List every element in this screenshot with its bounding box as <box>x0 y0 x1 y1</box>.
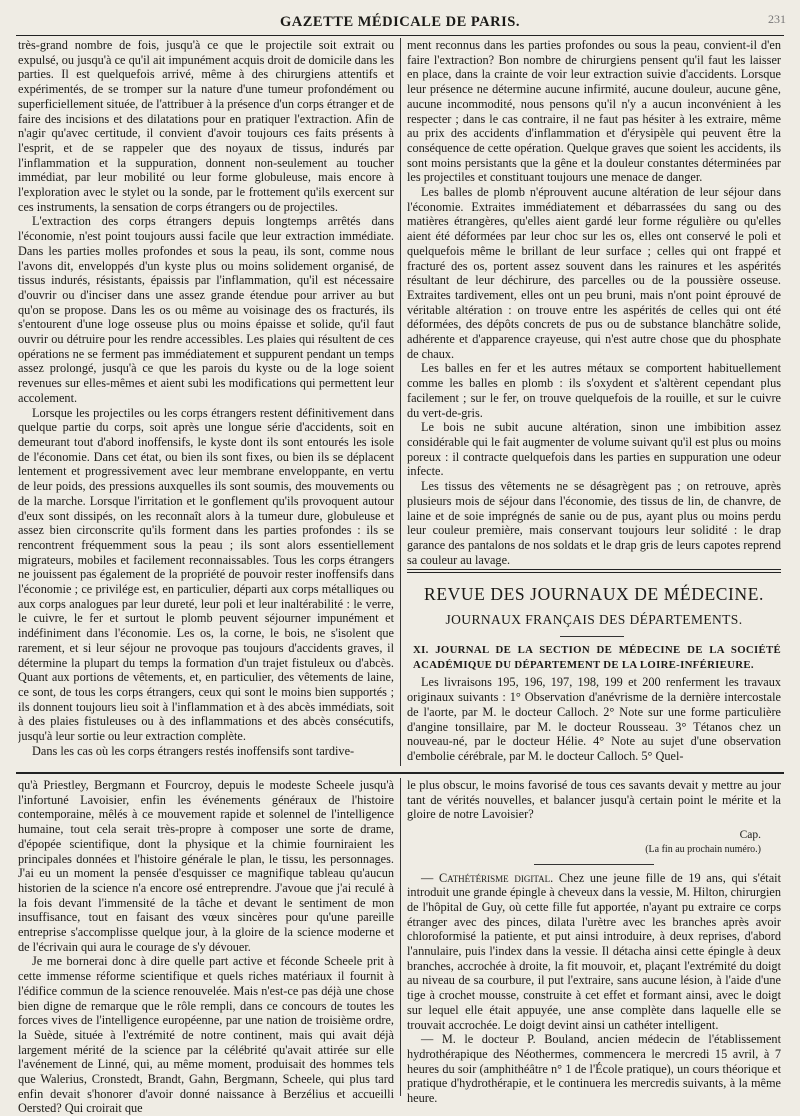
left-paragraph: Lorsque les projectiles ou les corps étrangers restent définitivement dans quelque partie du corps, soit après une longue série d'accidents, soit en demeurant tout d'abord inoffensifs, le kyste dont ils sont entourés les isole de l'économie. Dans cet état, ou bien ils sont fixes, ou bien ils se déplacent lentement et progressivement avec leur membrane enveloppante, en vertu de leur poids, des pressions auxquelles ils sont soumis, des mouvements ou de la marche. Lorsque l'irritation et le gonflement qu'ils provoquent autour d'eux sont dissipés, on les reconnaît alors à la tumeur dure, globuleuse et assez bien circonscrite qu'ils forment dans les parties profondes : ils se rencontrent fréquemment sous la peau ; ils sont alors essentiellement migrateurs, mobiles et facilement reconnaissables. Tous les corps étrangers ne jouissent pas également de la propriété de pouvoir rester inoffensifs dans l'économie ; ce privilége est, en particulier, départi aux corps métalliques ou aux corps analogues par leur dureté, leur poli et leur inaltérabilité : le verre, le cuivre, le fer et surtout le plomb peuvent séjourner impunément et indéfiniment dans l'économie. Les os, la corne, le bois, ne s'isolent que rarement, et si leur séjour ne provoque pas toujours d'accidents graves, il détermine la plupart du temps la formation d'un trajet fistuleux ou d'abcès. Quant aux portions de vêtements, et, en particulier, des vêtements de laine, ce sont, de tous les corps étrangers, ceux qui sont le moins bien supportés ; ils donnent toujours lieu soit à l'inflammation et à des abcès immédiats, soit à des plaies fistuleuses ou à des inflammations et des abcès consécutifs, jusqu'à leur sortie ou leur extraction complète. <box>18 405 394 744</box>
left-column <box>18 38 394 766</box>
section-rule-top <box>407 569 781 570</box>
journal-subhead: XI. JOURNAL DE LA SECTION DE MÉDECINE DE LA SOCIÉTÉ ACADÉMIQUE DU DÉPARTEMENT DE LA LOIRE-INFÉRIEURE. <box>413 644 781 671</box>
journal-intro: Les livraisons 195, 196, 197, 198, 199 et 200 renferment les travaux originaux suivants : 1° Observation d'anévrisme de la dernière intercostale de l'aorte, par M. le docteur Calloch. 2° Note sur une forme particulière d'angine tonsillaire, par M. le docteur Rousseau. 3° Tétanos chez un nouveau-né, par le docteur Hélie. 4° Note au sujet d'une observation d'embolie cérébrale, par M. le docteur Calloch. 5° Quel- <box>407 675 781 763</box>
left-paragraph: très-grand nombre de fois, jusqu'à ce que le projectile soit extrait ou expulsé, ou jusqu'à ce qu'il ait impunément acquis droit de domicile dans les parties. Il est quelquefois arrivé, même à des chirurgiens attentifs et expérimentés, de se tromper sur la nature d'une tumeur profondément ou superficiellement située, de l'attribuer à la présence d'un corps étranger et de faire des incisions et des dilatations pour en pratiquer l'extraction. Afin de n'agir qu'avec certitude, il convient d'avoir toujours ces faits présents à l'esprit, et de se rappeler que des noyaux de tissus, indurés par l'inflammation et la suppuration, donnent non-seulement au toucher immédiat, par leur mobilité ou leur forme globuleuse, mais encore à l'exploration avec le stylet ou la sonde, par le frottement qu'ils exercent sur ces instruments, la sensation de corps étrangers ou de projectiles. <box>18 38 394 214</box>
section-subtitle: JOURNAUX FRANÇAIS DES DÉPARTEMENTS. <box>445 612 743 627</box>
section-title: REVUE DES JOURNAUX DE MÉDECINE. <box>424 584 764 604</box>
right-paragraph: ment reconnus dans les parties profondes ou sous la peau, convient-il d'en faire l'extraction? Bon nombre de chirurgiens pensent qu'il faut les laisser en place, dans la crainte de voir leur extraction suivie d'accidents. Lorsque leur présence ne détermine aucune infirmité, aucune douleur, aucune gêne, aucune incommodité, nous pensons qu'il n'y a aucun inconvénient à les respecter ; dans le cas contraire, il ne faut pas hésiter à les extraire, même au prix des accidents d'inflammation et d'érysipèle qui peuvent être la conséquence de cette opération. Quelque graves que soient les accidents, ils sont moins persistants que la gêne et la douleur constantes déterminées par les projectiles et constituant toujours une menace de danger. <box>407 38 781 185</box>
catheterism-title: Cathétérisme digital. <box>438 870 554 885</box>
catheterism-body: Chez une jeune fille de 19 ans, qui s'était introduit une grande épingle à cheveux dans la vessie, M. Hilton, chirurgien de l'hôpital de Guy, où cette fille fut apportée, n'ayant pu extraire ce corps étranger avec des pinces, dilata l'urètre avec les branches après avoir chloroformisé la patiente, et put ainsi introduire, à deux reprises, d'abord l'annulaire, puis l'index dans la vessie. Il détacha ainsi cette épingle à deux branches, accrochée à droite, la fit mouvoir, et, plaçant l'extrémité du doigt au niveau de sa courbure, il put l'extraire, sans aucune lésion, à l'aide d'une tige à crochet mousse, construite à cet effet et formant ainsi, avec le doigt sur lequel elle était appuyée, une anse complète dans laquelle elle se trouvait accrochée. Le doigt devint ainsi un cathéter intelligent. <box>407 870 782 1032</box>
right-column <box>407 38 781 567</box>
left-paragraph: L'extraction des corps étrangers depuis longtemps arrêtés dans l'économie, n'est point toujours aussi facile que leur extraction immédiate. Dans les parties molles profondes et sous la peau, ils sont, comme nous l'avons dit, enveloppés d'un kyste plus ou moins solidement organisé, de tissus indurés, résistants, épaissis par l'inflammation, qu'il est nécessaire d'ouvrir ou d'inciser dans une assez grande étendue pour arriver au but qu'on se propose. Dans les os ou même au voisinage des os fracturés, ils s'entourent d'une loge osseuse plus ou moins épaisse et solide, qu'il faut ouvrir ou détruire pour les rendre accessibles. Les plaies qui résultent de ces opérations ne se ferment pas immédiatement et suppurent pendant un temps assez prolongé, jusqu'à ce que les parois du kyste ou de la loge soient revenues sur elles-mêmes et aient subi les modifications qui permettent leur accolement. <box>18 214 394 405</box>
right-paragraph: Les tissus des vêtements ne se désagrègent pas ; on retrouve, après plusieurs mois de séjour dans l'économie, des tissus de lin, de chanvre, de laine et de soie imprégnés de sanie ou de pus, ayant plus ou moins perdu leur couleur première, mais conservant toujours leur solidité : le drap garance des pantalons de nos soldats et le drap gris de leurs capotes reprend sa couleur au lavage. <box>407 479 781 567</box>
page-mid-rule <box>16 772 784 774</box>
column-divider-lower <box>400 778 401 1096</box>
journal-review <box>407 643 781 764</box>
bottom-right-column <box>407 778 781 1106</box>
page-header-title: GAZETTE MÉDICALE DE PARIS. <box>280 14 520 30</box>
bottom-right-paragraph: le plus obscur, le moins favorisé de tous ces savants devait y mettre au jour tant de vérités nouvelles, et balancer jusqu'à certain point le mérite et la gloire de notre Lavoisier? <box>407 778 781 822</box>
bottom-left-paragraph: qu'à Priestley, Bergmann et Fourcroy, depuis le modeste Scheele jusqu'à l'infortuné Lavoisier, enfin les événements généraux de l'histoire contemporaine, mêlés à ce mouvement rapide et solennel de l'intelligence humaine, tout cela serait très-propre à composer une sorte de drame, d'épopée scientifique, dont la physique et la chimie fourniraient les principales données et l'histoire générale le plan, le tissu, les personnages. J'ai eu un moment la pensée d'esquisser ce magnifique tableau qu'aucun historien de la science n'a encore osé entreprendre. J'avoue que j'ai reculé à la fois devant l'immensité de la tâche et devant le sentiment de mon insuffisance, tout en faisant des vœux sincères pour qu'une pareille entreprise s'accomplisse quelque jour, à la gloire de la science moderne et de l'écrivain qui aura le courage de s'y dévouer. <box>18 778 394 954</box>
bouland-notice: — M. le docteur P. Bouland, ancien médecin de l'établissement hydrothérapique des Néothermes, commencera le mercredi 15 avril, à 7 heures du soir (amphithéâtre n° 1 de l'École pratique), un cours théorique et pratique d'hydrothérapie, et le continuera les mercredis suivants, à la même heure. <box>407 1032 781 1106</box>
author-signature: Cap. <box>739 829 761 842</box>
page-number: 231 <box>768 12 786 26</box>
short-rule <box>534 864 654 865</box>
right-paragraph: Les balles de plomb n'éprouvent aucune altération de leur séjour dans l'économie. Extraites immédiatement et débarrassées du sang ou des matières étrangères, qu'elles aient gardé leur forme régulière ou qu'elles aient été déformées par leur choc sur les os, elles ont conservé le poli et quelquefois même le brillant de leur surface ; celles qui ont frappé et fracturé des os, portent assez souvent dans les rainures et les aspérités résultant de leur déchirure, des parcelles ou de la poussière osseuse. Extraites tardivement, elles ont un peu bruni, mais n'ont point éprouvé de véritable altération : on trouve entre les aspérités de celles qui ont été déformées, des dépôts concrets de pus ou de substance blanchâtre solide, adhérente et d'apparence crayeuse, qui n'est autre chose que du phosphate de chaux. <box>407 185 781 361</box>
subtitle-rule <box>560 636 624 637</box>
bottom-left-column <box>18 778 394 1116</box>
continuation-note: (La fin au prochain numéro.) <box>645 843 761 855</box>
header-rule <box>16 35 784 36</box>
left-paragraph: Dans les cas où les corps étrangers restés inoffensifs sont tardive- <box>32 743 355 758</box>
section-rule-top-double <box>407 572 781 573</box>
right-paragraph: Le bois ne subit aucune altération, sinon une imbibition assez considérable qui le fait augmenter de volume suivant qu'il est plus ou moins poreux : il contracte quelquefois dans les parties en suppuration une odeur infecte. <box>407 420 781 479</box>
right-paragraph: Les balles en fer et les autres métaux se comportent habituellement comme les balles en plomb : ils s'oxydent et s'altèrent cependant plus facilement ; sur le fer, on trouve quelquefois de la rouille, et sur le cuivre du vert-de-gris. <box>407 361 781 420</box>
bottom-left-paragraph: Je me bornerai donc à dire quelle part active et féconde Scheele prit à cette immense réforme scientifique et quels riches matériaux il fournit à l'édifice commun de la science renouvelée. Mais n'est-ce pas déjà une chose bien digne de remarque que le rôle rempli, dans ce concours de toutes les forces vives de l'intelligence européenne, par une nation de troisième ordre, la Suède, située à l'extrémité de notre continent, mais qui avait déjà largement mérité de la science par la célébrité qu'avait attirée sur elle l'avénement de Linné, qui, au même moment, produisait des hommes tels que Walerius, Cronstedt, Brandt, Gahn, Bergmann, Scheele, qui plus tard enfin devait s'honorer d'avoir donné naissance à Berzélius et accueilli Oersted? Qui croirait que <box>18 954 394 1116</box>
catheterism-paragraph: — Cathétérisme digital. Chez une jeune fille de 19 ans, qui s'était introduit une grande épingle à cheveux dans la vessie, M. Hilton, chirurgien de l'hôpital de Guy, où cette fille fut apportée, n'ayant pu extraire ce corps étranger avec des pinces, dilata l'urètre avec les branches après avoir chloroformisé la patiente, et put ainsi introduire, à deux reprises, d'abord l'annulaire, puis l'index dans la vessie. Il détacha ainsi cette épingle à deux branches, accrochée à droite, la fit mouvoir, et, plaçant l'extrémité du doigt au niveau de sa courbure, il put l'extraire, sans aucune lésion, à l'aide d'une tige à crochet mousse, construite à cet effet et formant ainsi, avec le doigt sur lequel elle était appuyée, une anse complète dans laquelle elle se trouvait accrochée. Le doigt devint ainsi un cathéter intelligent. <box>407 870 782 1032</box>
column-divider <box>400 38 401 766</box>
